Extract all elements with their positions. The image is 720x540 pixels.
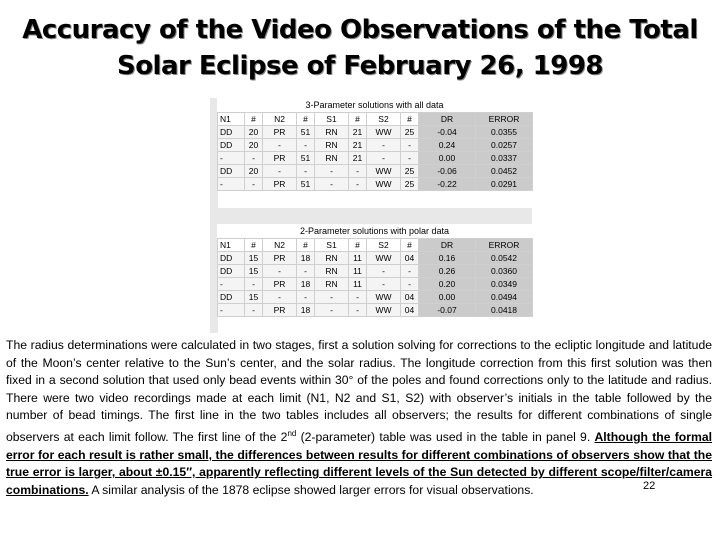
table-cell: -: [245, 152, 263, 165]
table-cell: -: [218, 152, 245, 165]
col-header-n2: N2: [263, 113, 297, 126]
table-cell: -: [367, 278, 401, 291]
col-header-error: ERROR: [476, 239, 533, 252]
table-cell: -0.22: [419, 178, 476, 191]
table-cell: 21: [349, 126, 367, 139]
table-cell: 51: [297, 126, 315, 139]
table-cell: 11: [349, 252, 367, 265]
body-paragraph: [6, 337, 712, 499]
table-cell: WW: [367, 252, 401, 265]
table-cell: PR: [263, 126, 297, 139]
table-cell: 04: [401, 304, 419, 317]
col-header-s2: S2: [367, 239, 401, 252]
table-cell: -0.04: [419, 126, 476, 139]
table-cell: -: [401, 278, 419, 291]
table-row: [218, 304, 533, 317]
table-row: [218, 126, 533, 139]
table-cell: -0.06: [419, 165, 476, 178]
table-cell: -: [367, 139, 401, 152]
table-cell: 20: [245, 126, 263, 139]
table-cell: -: [218, 178, 245, 191]
table-cell: -: [315, 304, 349, 317]
table-cell: 51: [297, 178, 315, 191]
table-cell: 0.26: [419, 265, 476, 278]
table-cell: 18: [297, 304, 315, 317]
table-caption: 2-Parameter solutions with polar data: [217, 224, 532, 238]
table-cell: -: [401, 152, 419, 165]
table-cell: RN: [315, 152, 349, 165]
table-cell: -: [367, 152, 401, 165]
table-cell: DD: [218, 126, 245, 139]
table-cell: 0.0418: [476, 304, 533, 317]
table-cell: WW: [367, 178, 401, 191]
table-cell: -: [245, 304, 263, 317]
table-row: [218, 252, 533, 265]
table-cell: WW: [367, 165, 401, 178]
table-cell: -: [401, 265, 419, 278]
table-cell: RN: [315, 278, 349, 291]
table-cell: 0.16: [419, 252, 476, 265]
table-cell: 04: [401, 291, 419, 304]
table-cell: PR: [263, 152, 297, 165]
table-cell: 25: [401, 126, 419, 139]
table-row: [218, 152, 533, 165]
table-cell: 11: [349, 278, 367, 291]
table-cell: -: [315, 165, 349, 178]
ordinal-suffix: nd: [287, 428, 297, 438]
table-cell: 0.00: [419, 152, 476, 165]
col-header-count: #: [297, 239, 315, 252]
table-cell: 15: [245, 252, 263, 265]
col-header-s1: S1: [315, 239, 349, 252]
col-header-n2: N2: [263, 239, 297, 252]
paragraph-text: A similar analysis of the 1878 eclipse showed larger errors for visual observations.: [88, 482, 534, 497]
table-cell: RN: [315, 126, 349, 139]
table-cell: -: [297, 265, 315, 278]
table-row: [218, 165, 533, 178]
table-cell: 11: [349, 265, 367, 278]
table-cell: PR: [263, 278, 297, 291]
table-cell: -: [349, 165, 367, 178]
table-cell: -: [349, 291, 367, 304]
results-table: [217, 238, 533, 317]
table-cell: -: [315, 291, 349, 304]
paragraph-text: (2-parameter) table was used in the table in panel 9.: [296, 430, 595, 445]
title-line-2: Solar Eclipse of February 26, 1998: [116, 51, 604, 81]
table-divider: [210, 208, 532, 224]
table-cell: DD: [218, 265, 245, 278]
table-caption: 3-Parameter solutions with all data: [217, 98, 532, 112]
col-header-count: #: [245, 113, 263, 126]
table-cell: WW: [367, 126, 401, 139]
table-row: [218, 291, 533, 304]
table-cell: 04: [401, 252, 419, 265]
table-cell: WW: [367, 291, 401, 304]
col-header-count: #: [349, 239, 367, 252]
table-row: [218, 178, 533, 191]
table-cell: 15: [245, 291, 263, 304]
table-cell: -: [263, 291, 297, 304]
table-cell: PR: [263, 252, 297, 265]
table-cell: -0.07: [419, 304, 476, 317]
col-header-count: #: [401, 239, 419, 252]
table-cell: 0.0360: [476, 265, 533, 278]
col-header-s2: S2: [367, 113, 401, 126]
table-cell: 25: [401, 178, 419, 191]
table-cell: -: [245, 178, 263, 191]
table-cell: PR: [263, 178, 297, 191]
table-row: [218, 139, 533, 152]
table-cell: -: [245, 278, 263, 291]
results-table: [217, 112, 533, 191]
title-line-1: Accuracy of the Video Observations of the Total: [22, 15, 698, 45]
table-cell: 21: [349, 152, 367, 165]
table-cell: 51: [297, 152, 315, 165]
table-cell: -: [349, 304, 367, 317]
table-cell: PR: [263, 304, 297, 317]
table-cell: 0.0257: [476, 139, 533, 152]
three-parameter-table: [217, 98, 532, 191]
table-cell: DD: [218, 252, 245, 265]
table-cell: 20: [245, 165, 263, 178]
table-cell: -: [263, 165, 297, 178]
table-cell: -: [218, 304, 245, 317]
table-header-row: [218, 239, 533, 252]
table-cell: 0.24: [419, 139, 476, 152]
col-header-count: #: [401, 113, 419, 126]
col-header-count: #: [245, 239, 263, 252]
table-cell: RN: [315, 252, 349, 265]
table-cell: -: [297, 165, 315, 178]
table-cell: 0.0355: [476, 126, 533, 139]
table-cell: -: [218, 278, 245, 291]
table-cell: 0.0349: [476, 278, 533, 291]
table-cell: 21: [349, 139, 367, 152]
table-row: [218, 265, 533, 278]
col-header-dr: DR: [419, 113, 476, 126]
table-cell: 0.0542: [476, 252, 533, 265]
table-cell: 0.0291: [476, 178, 533, 191]
col-header-dr: DR: [419, 239, 476, 252]
table-cell: -: [367, 265, 401, 278]
table-cell: -: [349, 178, 367, 191]
paragraph-text: The radius determinations were calculated in two stages, first a solution solving for corrections to the ecliptic longitude and latitude of the Moon’s center relative to the Sun’s center, and the solar radius. The longitude correction from this first solution was then fixed in a second solution that used only bead events within 30° of the poles and found corrections only to the latitude and radius. There were two video recordings made at each limit (N1, N2 and S1, S2) with observer’s initials in the table followed by the number of bead timings. The first line in the two tables includes all observers; the results for different combinations of single observers at each limit follow. The first line of the 2: [6, 338, 712, 445]
table-cell: -: [297, 291, 315, 304]
table-cell: 0.0452: [476, 165, 533, 178]
table-cell: 25: [401, 165, 419, 178]
table-cell: RN: [315, 265, 349, 278]
col-header-count: #: [349, 113, 367, 126]
table-cell: 0.0494: [476, 291, 533, 304]
table-cell: 18: [297, 278, 315, 291]
table-cell: 18: [297, 252, 315, 265]
col-header-n1: N1: [218, 113, 245, 126]
table-cell: -: [315, 178, 349, 191]
table-cell: -: [263, 139, 297, 152]
table-cell: DD: [218, 165, 245, 178]
table-cell: 0.0337: [476, 152, 533, 165]
table-cell: -: [297, 139, 315, 152]
col-header-n1: N1: [218, 239, 245, 252]
table-cell: DD: [218, 291, 245, 304]
emphasized-text: Although the formal error for each result is rather small, the differences between results for different combinations of observers show that the true error is larger, about ±0.15″, apparently reflecting different levels of the Sun detected by different scope/filter/camera combinations.: [6, 430, 712, 497]
table-header-row: [218, 113, 533, 126]
table-cell: 0.00: [419, 291, 476, 304]
table-cell: 20: [245, 139, 263, 152]
slide-title: [0, 12, 720, 84]
table-cell: 15: [245, 265, 263, 278]
table-cell: WW: [367, 304, 401, 317]
two-parameter-table: [217, 224, 532, 317]
col-header-error: ERROR: [476, 113, 533, 126]
col-header-s1: S1: [315, 113, 349, 126]
table-cell: DD: [218, 139, 245, 152]
col-header-count: #: [297, 113, 315, 126]
table-cell: -: [401, 139, 419, 152]
table-cell: RN: [315, 139, 349, 152]
table-cell: 0.20: [419, 278, 476, 291]
page-number: 22: [643, 480, 656, 492]
table-cell: -: [263, 265, 297, 278]
table-row: [218, 278, 533, 291]
